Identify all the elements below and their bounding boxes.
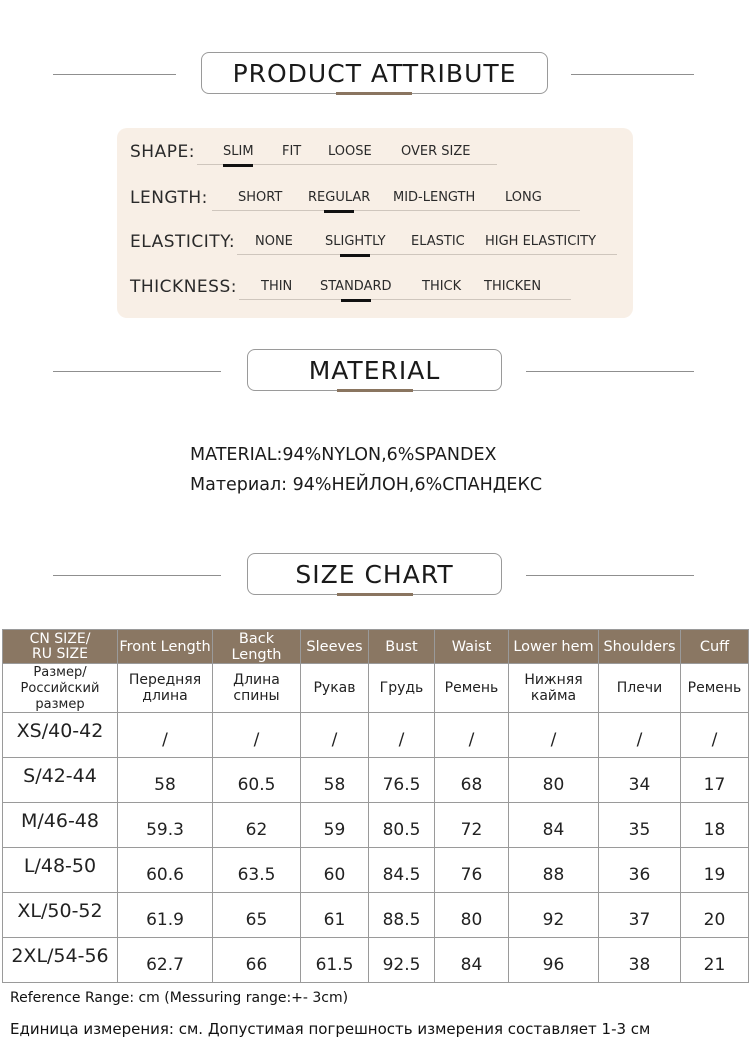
column-header: Bust <box>369 630 435 664</box>
table-cell: 58 <box>118 758 213 803</box>
column-header: Cuff <box>681 630 749 664</box>
note-measurement-ru: Единица измерения: см. Допустимая погрешность измерения составляет 1-3 см <box>10 1020 651 1038</box>
column-header: Back Length <box>213 630 301 664</box>
selected-marker <box>324 210 354 213</box>
divider-right <box>526 371 694 372</box>
attribute-option: THICKEN <box>484 279 542 294</box>
section-header-material <box>0 349 750 399</box>
column-header-ru: Грудь <box>369 664 435 713</box>
table-cell: 84.5 <box>369 848 435 893</box>
column-header: Waist <box>435 630 509 664</box>
attribute-option: LOOSE <box>328 144 372 159</box>
selected-marker <box>223 164 253 167</box>
table-cell: 63.5 <box>213 848 301 893</box>
section-title-product-attribute: PRODUCT ATTRIBUTE <box>201 52 548 94</box>
attribute-label: THICKNESS: <box>130 277 237 297</box>
title-accent-bar <box>337 389 413 392</box>
attribute-row-elasticity <box>117 218 633 258</box>
attribute-underline <box>212 210 580 211</box>
attribute-option: ELASTIC <box>411 234 465 249</box>
table-cell: / <box>599 713 681 758</box>
table-cell: 88.5 <box>369 893 435 938</box>
table-cell: 61.9 <box>118 893 213 938</box>
table-cell: 20 <box>681 893 749 938</box>
size-label-cell: L/48-50 <box>3 848 118 893</box>
table-cell: 65 <box>213 893 301 938</box>
attribute-option: FIT <box>282 144 302 159</box>
table-cell: 84 <box>509 803 599 848</box>
table-cell: / <box>213 713 301 758</box>
table-cell: 92.5 <box>369 938 435 983</box>
attribute-option: OVER SIZE <box>401 144 471 159</box>
attribute-option-selected: SLIM <box>223 144 254 159</box>
title-accent-bar <box>337 593 413 596</box>
section-title-size-chart: SIZE CHART <box>247 553 502 595</box>
selected-marker <box>340 254 370 257</box>
table-cell: 35 <box>599 803 681 848</box>
table-cell: 37 <box>599 893 681 938</box>
table-cell: 76 <box>435 848 509 893</box>
material-text-en: MATERIAL:94%NYLON,6%SPANDEX <box>190 445 497 465</box>
table-row <box>3 938 749 983</box>
table-cell: 80 <box>435 893 509 938</box>
table-cell: / <box>118 713 213 758</box>
table-row <box>3 803 749 848</box>
attribute-option: THICK <box>422 279 462 294</box>
size-chart-table <box>2 629 749 983</box>
size-label-cell: M/46-48 <box>3 803 118 848</box>
table-cell: 19 <box>681 848 749 893</box>
table-cell: / <box>435 713 509 758</box>
table-header-row-ru <box>3 664 749 713</box>
table-cell: 59.3 <box>118 803 213 848</box>
size-label-cell: XL/50-52 <box>3 893 118 938</box>
table-cell: / <box>681 713 749 758</box>
table-cell: 34 <box>599 758 681 803</box>
attribute-option: HIGH ELASTICITY <box>485 234 597 249</box>
table-cell: 18 <box>681 803 749 848</box>
column-header-ru: Нижняя кайма <box>509 664 599 713</box>
table-cell: 60 <box>301 848 369 893</box>
attribute-option: SHORT <box>238 190 283 205</box>
column-header: CN SIZE/ RU SIZE <box>3 630 118 664</box>
column-header: Lower hem <box>509 630 599 664</box>
table-cell: 68 <box>435 758 509 803</box>
table-cell: 80.5 <box>369 803 435 848</box>
table-row <box>3 713 749 758</box>
table-cell: 59 <box>301 803 369 848</box>
table-cell: 62.7 <box>118 938 213 983</box>
divider-left <box>53 74 176 75</box>
attribute-option-selected: SLIGHTLY <box>325 234 386 249</box>
table-cell: 62 <box>213 803 301 848</box>
selected-marker <box>341 299 371 302</box>
table-cell: 72 <box>435 803 509 848</box>
column-header: Shoulders <box>599 630 681 664</box>
table-cell: 58 <box>301 758 369 803</box>
attribute-option-selected: STANDARD <box>320 279 392 294</box>
size-label-cell: 2XL/54-56 <box>3 938 118 983</box>
column-header-ru: Рукав <box>301 664 369 713</box>
table-cell: 60.5 <box>213 758 301 803</box>
divider-right <box>571 74 694 75</box>
table-cell: 21 <box>681 938 749 983</box>
section-title-material: MATERIAL <box>247 349 502 391</box>
table-body <box>3 713 749 983</box>
table-cell: 66 <box>213 938 301 983</box>
attribute-label: ELASTICITY: <box>130 232 236 252</box>
table-cell: 84 <box>435 938 509 983</box>
material-text-ru: Материал: 94%НЕЙЛОН,6%СПАНДЕКС <box>190 475 543 495</box>
column-header-ru: Плечи <box>599 664 681 713</box>
column-header-ru: Ремень <box>681 664 749 713</box>
attribute-option: NONE <box>255 234 293 249</box>
attribute-label: LENGTH: <box>130 188 208 208</box>
attribute-row-shape <box>117 128 633 168</box>
attribute-label: SHAPE: <box>130 142 195 162</box>
column-header-ru: Размер/ Российский размер <box>3 664 118 713</box>
table-row <box>3 758 749 803</box>
table-cell: 80 <box>509 758 599 803</box>
table-cell: 92 <box>509 893 599 938</box>
attribute-option-selected: REGULAR <box>308 190 370 205</box>
table-cell: 88 <box>509 848 599 893</box>
attribute-row-thickness <box>117 263 633 303</box>
table-cell: 60.6 <box>118 848 213 893</box>
table-cell: 96 <box>509 938 599 983</box>
size-label-cell: XS/40-42 <box>3 713 118 758</box>
attribute-option: THIN <box>261 279 293 294</box>
size-label-cell: S/42-44 <box>3 758 118 803</box>
table-header-row-en <box>3 630 749 664</box>
section-header-product-attribute <box>0 52 750 102</box>
title-accent-bar <box>336 92 412 95</box>
table-cell: 76.5 <box>369 758 435 803</box>
divider-left <box>53 575 221 576</box>
column-header-ru: Ремень <box>435 664 509 713</box>
table-cell: / <box>369 713 435 758</box>
attribute-underline <box>237 254 617 255</box>
divider-right <box>526 575 694 576</box>
table-cell: / <box>301 713 369 758</box>
column-header: Sleeves <box>301 630 369 664</box>
table-cell: 38 <box>599 938 681 983</box>
table-cell: 61 <box>301 893 369 938</box>
divider-left <box>53 371 221 372</box>
note-reference-range: Reference Range: cm (Messuring range:+- 3cm) <box>10 990 349 1006</box>
attribute-row-length <box>117 174 633 214</box>
product-attribute-panel <box>117 128 633 318</box>
attribute-option: MID-LENGTH <box>393 190 476 205</box>
table-cell: 17 <box>681 758 749 803</box>
table-row <box>3 848 749 893</box>
attribute-option: LONG <box>505 190 542 205</box>
attribute-underline <box>239 299 571 300</box>
table-cell: 36 <box>599 848 681 893</box>
column-header-ru: Длина спины <box>213 664 301 713</box>
section-header-size-chart <box>0 553 750 603</box>
table-cell: 61.5 <box>301 938 369 983</box>
table-cell: / <box>509 713 599 758</box>
table-row <box>3 893 749 938</box>
column-header-ru: Передняя длина <box>118 664 213 713</box>
column-header: Front Length <box>118 630 213 664</box>
